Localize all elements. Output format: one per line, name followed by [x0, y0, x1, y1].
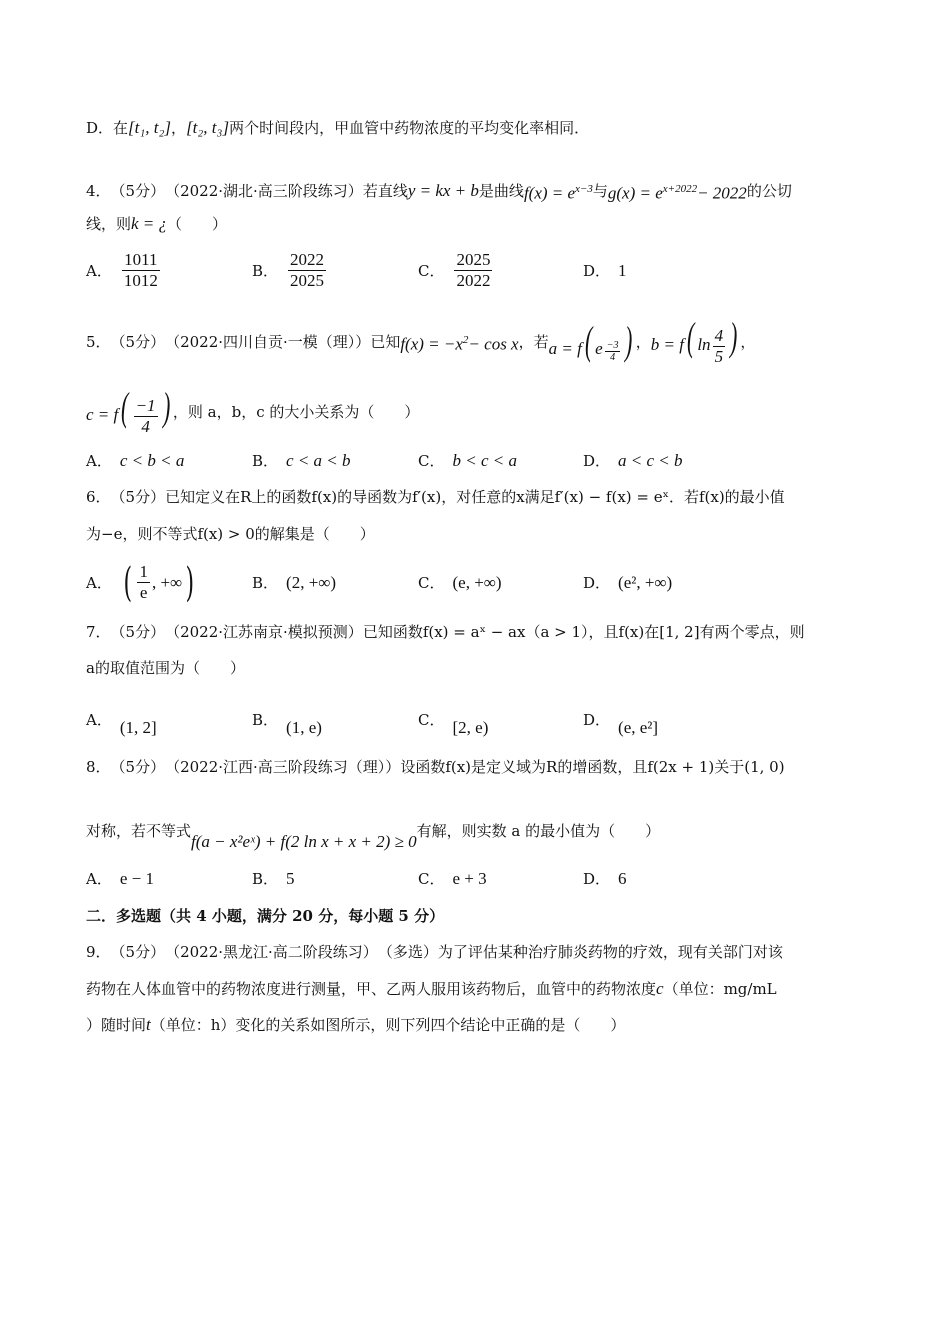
q5-option-d: D． a < c < b: [583, 450, 683, 470]
q7-stem-line-2: a的取值范围为（ ）: [86, 659, 245, 677]
q4-option-b: B． $\frac{2022}{2025}$: [252, 250, 325, 290]
option-text: 两个时间段内，甲血管中药物浓度的平均变化率相同．: [229, 119, 590, 137]
q8-option-b: B． 5: [252, 868, 295, 888]
q6-option-b: B． (2, +∞): [252, 572, 337, 592]
q6-option-a: A． ( $\frac{1}{e}$ , +∞ ): [86, 559, 195, 606]
q6-option-d: D． (e², +∞): [583, 572, 673, 592]
question-source: （2022·四川自贡·一模（理））: [165, 333, 371, 351]
math-inequality: f(a − x²eˣ) + f(2 ln x + x + 2) ≥ 0: [191, 832, 417, 851]
interval-1: [t₁, t₂]: [128, 118, 172, 137]
math-f: $f(x) = e^{x-3}$: [523, 183, 593, 203]
question-source: （2022·湖北·高三阶段练习）: [165, 182, 363, 201]
q9-stem-line-3: ）随时间 t （单位：h）变化的关系如图所示，则下列四个结论中正确的是（ ）: [86, 1015, 626, 1034]
q6-stem-line-1: 6． （5分） 已知定义在R上的函数f(x)的导函数为f′(x)，对任意的x满足f′(x) − f(x) = eˣ．若f(x)的最小值: [86, 488, 785, 506]
option-text: 在: [113, 119, 129, 137]
q7-stem-line-1: 7． （5分） （2022·江苏南京·模拟预测） 已知函数f(x) = aˣ − ax（a > 1），且f(x)在[1, 2]有两个零点，则: [86, 620, 860, 644]
q9-stem-line-2: 药物在人体血管中的药物浓度进行测量，甲、乙两人服用该药物后，血管中的药物浓度 c （单位：mg/mL: [86, 979, 777, 998]
q6-option-c: C． (e, +∞): [418, 572, 502, 592]
q7-option-a: A． (1, 2]: [86, 710, 157, 737]
math-f: $f(x) = -x^2- \cos x$: [400, 333, 519, 354]
q5-option-b: B． c < a < b: [252, 450, 351, 470]
question-source: （2022·江西·高三阶段练习（理））: [165, 758, 401, 776]
q5-option-a: A． c < b < a: [86, 450, 185, 470]
q7-option-b: B． (1, e): [252, 710, 322, 737]
q4-option-d: D． 1: [583, 260, 627, 280]
q5-stem-line-1: 5． （5分） （2022·四川自贡·一模（理）） 已知 $f(x) = -x^2- \cos x$ ，若 a = f( e $\frac{-3}{4}$ ) ， b = f( ln $\frac{4}{5}$ ) ，: [86, 314, 756, 366]
q4-stem-line-1: 4． （5分） （2022·湖北·高三阶段练习） 若直线 y = kx + b 是曲线 $f(x) = e^{x-3}$ 与 $g(x) = e^{x+2022}- 2022$ 的公切: [86, 177, 860, 206]
option-label: D．: [86, 119, 114, 137]
math-g: $g(x) = e^{x+2022}- 2022$: [607, 183, 747, 203]
interval-2: [t₂, t₃]: [186, 118, 230, 137]
math-a: a = f( e $\frac{-3}{4}$ ): [548, 318, 633, 364]
question-source: （2022·江苏南京·模拟预测）: [165, 623, 363, 641]
q4-option-c: C． $\frac{2025}{2022}$: [418, 250, 491, 290]
q7-option-d: D． (e, e²]: [583, 710, 659, 737]
q4-option-a: A． $\frac{1011}{1012}$: [86, 250, 158, 290]
section-heading: 二．多选题（共 4 小题，满分 20 分，每小题 5 分）: [86, 907, 445, 925]
q5-option-c: C． b < c < a: [418, 450, 517, 470]
q4-stem-line-2: 线，则 k = ¿ （ ）: [86, 212, 860, 236]
question-source: （2022·黑龙江·高二阶段练习）: [165, 943, 378, 961]
q3-option-d: D． 在 [t₁, t₂] ， [t₂, t₃] 两个时间段内，甲血管中药物浓度的平均变化率相同．: [86, 116, 860, 140]
q8-stem-line-1: 8． （5分） （2022·江西·高三阶段练习（理）） 设函数f(x)是定义域为R的增函数，且f(2x + 1)关于(1, 0): [86, 755, 860, 779]
q8-stem-line-2: 对称，若不等式 f(a − x²eˣ) + f(2 ln x + x + 2) ≥ 0 有解，则实数 a 的最小值为（ ）: [86, 808, 860, 854]
q6-stem-line-2: 为−e，则不等式f(x) > 0的解集是（ ）: [86, 525, 375, 543]
q5-stem-line-2: c = f( $\frac{-1}{4}$ ) ，则 a，b，c 的大小关系为（ ）: [86, 384, 420, 436]
math-ask: k = ¿: [131, 214, 168, 233]
q8-option-c: C． e + 3: [418, 868, 487, 888]
math-b: b = f( ln $\frac{4}{5}$ ): [650, 314, 738, 366]
math-c: c = f( $\frac{-1}{4}$ ): [86, 384, 170, 436]
q8-option-d: D． 6: [583, 868, 627, 888]
math-line-eq: y = kx + b: [407, 181, 479, 201]
q7-option-c: C． [2, e): [418, 710, 489, 737]
q8-option-a: A． e − 1: [86, 868, 154, 888]
q9-stem-line-1: 9． （5分） （2022·黑龙江·高二阶段练习） （多选）为了评估某种治疗肺炎药物的疗效，现有关部门对该: [86, 940, 860, 964]
